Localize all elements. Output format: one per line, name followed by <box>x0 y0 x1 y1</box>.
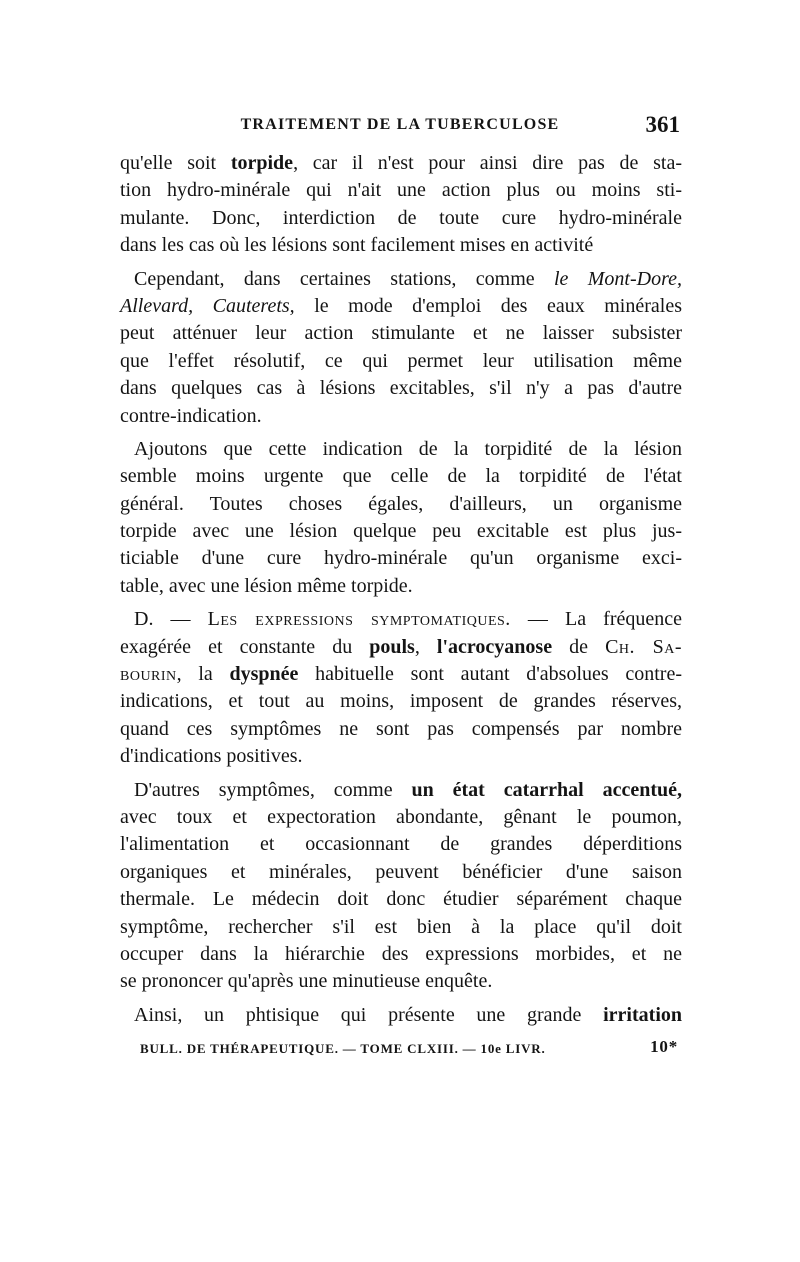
text-line <box>120 232 682 259</box>
page-number: 361 <box>645 112 680 137</box>
text-line <box>120 777 682 804</box>
footer-sheet-mark: 10* <box>650 1037 678 1056</box>
text-line <box>120 436 682 463</box>
paragraph <box>120 606 682 770</box>
bold-term: torpide <box>230 152 294 174</box>
italic-term: le Mont-Dore, <box>553 267 683 290</box>
footer-signature: BULL. DE THÉRAPEUTIQUE. — TOME CLXIII. — 10e LIVR. <box>140 1041 546 1056</box>
text-run: thermale. Le médecin doit donc étudier séparément chaque <box>120 888 682 911</box>
text-line <box>120 634 682 661</box>
small-caps-term: Ch. Sa- <box>605 635 682 658</box>
text-line <box>120 463 682 490</box>
text-line <box>120 293 682 320</box>
bold-term: irritation <box>603 1003 682 1026</box>
text-run: que l'effet résolutif, ce qui permet leur utilisation même <box>120 349 682 372</box>
text-run: indications, et tout au moins, imposent de grandes réserves, <box>120 690 682 713</box>
text-run: , car il n'est pour ainsi dire pas de sta- <box>293 152 682 174</box>
text-run: organiques et minérales, peuvent bénéficier d'une saison <box>120 860 682 883</box>
bold-term: pouls <box>369 635 415 658</box>
text-line <box>120 1002 682 1029</box>
text-run: torpide avec une lésion quelque peu excitable est plus jus- <box>120 520 682 543</box>
text-line <box>120 545 682 572</box>
text-line <box>120 403 682 430</box>
text-line <box>120 266 682 293</box>
text-line <box>120 375 682 402</box>
text-line <box>120 177 682 204</box>
paragraph <box>120 777 682 996</box>
bold-term: un état catarrhal accentué, <box>411 778 683 801</box>
italic-term: Allevard, Cauterets, <box>120 294 295 317</box>
text-line <box>120 320 682 347</box>
text-line <box>120 804 682 831</box>
text-run: l'alimentation et occasionnant de grandes déperditions <box>120 833 682 856</box>
text-line <box>120 743 682 770</box>
text-run: Ainsi, un phtisique qui présente une grande <box>134 1003 604 1026</box>
bold-term: dyspnée <box>229 663 299 686</box>
text-run: occuper dans la hiérarchie des expressions morbides, et ne <box>120 942 682 965</box>
running-title: TRAITEMENT DE LA TUBERCULOSE <box>240 116 560 133</box>
text-run: dans quelques cas à lésions excitables, s'il n'y a pas d'autre <box>120 377 682 400</box>
text-line <box>120 205 682 232</box>
page-footer <box>140 1037 678 1061</box>
text-run: mulante. Donc, interdiction de toute cure hydro-minérale <box>120 206 682 229</box>
text-line <box>120 716 682 743</box>
text-run: le mode d'emploi des eaux minérales <box>294 294 682 317</box>
small-caps-term: bourin <box>120 663 177 686</box>
text-line <box>120 688 682 715</box>
text-run: de <box>552 635 606 658</box>
paragraph <box>120 150 682 260</box>
text-run: D'autres symptômes, comme <box>134 778 412 801</box>
text-run: tion hydro-minérale qui n'ait une action plus ou moins sti- <box>120 179 682 202</box>
text-run: quand ces symptômes ne sont pas compensés par nombre <box>120 717 682 740</box>
text-run: avec toux et expectoration abondante, gênant le poumon, <box>120 805 682 828</box>
running-header <box>120 112 680 142</box>
text-run: semble moins urgente que celle de la torpidité de l'état <box>120 465 682 488</box>
text-run: exagérée et constante du <box>120 635 370 658</box>
paragraph <box>120 1002 682 1029</box>
text-run: qu'elle soit <box>120 152 231 174</box>
text-run: D. — <box>134 608 208 631</box>
text-line <box>120 859 682 886</box>
text-run: , <box>414 635 437 658</box>
text-run: se prononcer qu'après une minutieuse enquête. <box>120 970 493 993</box>
text-line <box>120 941 682 968</box>
text-run: d'indications positives. <box>120 745 303 768</box>
text-run: général. Toutes choses égales, d'ailleurs, un organisme <box>120 492 682 515</box>
text-line <box>120 348 682 375</box>
text-run: table, avec une lésion même torpide. <box>120 574 413 597</box>
text-run: ticiable d'une cure hydro-minérale qu'un organisme exci- <box>120 547 682 570</box>
text-line <box>120 518 682 545</box>
text-line <box>120 150 682 177</box>
paragraph <box>120 436 682 600</box>
text-run: symptôme, rechercher s'il est bien à la place qu'il doit <box>120 915 682 938</box>
paragraph <box>120 266 682 430</box>
bold-term: l'acrocyanose <box>436 635 553 658</box>
text-run: habituelle sont autant d'absolues contre- <box>298 663 682 686</box>
text-run: dans les cas où les lésions sont facilement mises en activité <box>120 234 594 257</box>
text-line <box>120 573 682 600</box>
text-run: peut atténuer leur action stimulante et ne laisser subsister <box>120 322 682 345</box>
text-line <box>120 606 682 633</box>
text-line <box>120 661 682 688</box>
text-line <box>120 886 682 913</box>
text-run: , la <box>176 663 230 686</box>
text-run: Ajoutons que cette indication de la torpidité de la lésion <box>134 437 682 460</box>
text-line <box>120 831 682 858</box>
text-line <box>120 914 682 941</box>
text-run: contre-indication. <box>120 404 262 427</box>
text-run: Cependant, dans certaines stations, comme <box>134 267 554 290</box>
text-line <box>120 968 682 995</box>
small-caps-term: Les expressions symptomatiques. <box>207 608 511 631</box>
body-text <box>120 150 682 1029</box>
text-line <box>120 491 682 518</box>
text-run: — La fréquence <box>510 608 683 631</box>
